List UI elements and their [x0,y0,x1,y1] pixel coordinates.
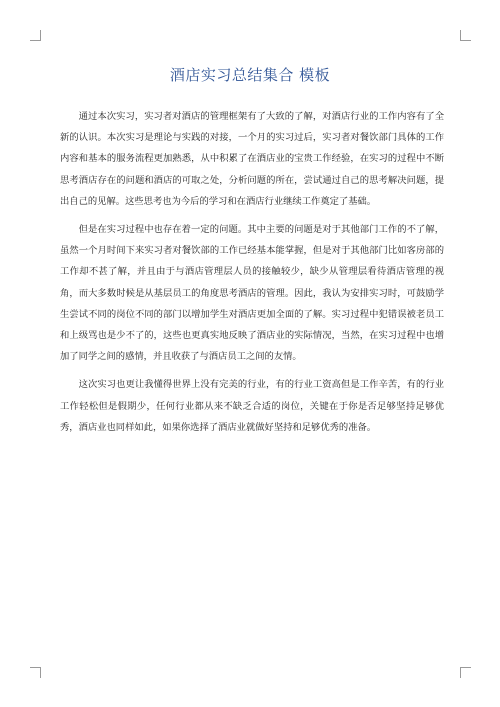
crop-mark-top-right [460,30,471,41]
document-title: 酒店实习总结集合 模板 [169,66,331,84]
document-body [60,106,444,445]
paragraph-3: 这次实习也更让我懂得世界上没有完美的行业，有的行业工资高但是工作辛苦，有的行业工作轻松但是假期少，任何行业都从来不缺乏合适的岗位，关键在于你是否足够坚持足够优秀，酒店业也同样如此，如果你选择了酒店业就做好坚持和足够优秀的准备。 [60,379,444,433]
paragraph-1: 通过本次实习，实习者对酒店的管理框架有了大致的了解，对酒店行业的工作内容有了全新的认识。本次实习是理论与实践的对接，一个月的实习过后，实习者对餐饮部门具体的工作内容和基本的服务流程更加熟悉，从中积累了在酒店业的宝贵工作经验，在实习的过程中不断思考酒店存在的问题和酒店的可取之处，分析问题的所在，尝试通过自己的思考解决问题，提出自己的见解。这些思考也为今后的学习和在酒店行业继续工作奠定了基础。 [60,111,444,207]
crop-mark-bottom-left [30,667,41,678]
crop-mark-top-left [30,30,41,41]
crop-mark-bottom-right [460,667,471,678]
paragraph-2: 但是在实习过程中也存在着一定的问题。其中主要的问题是对于其他部门工作的不了解，虽然一个月时间下来实习者对餐饮部的工作已经基本能掌握，但是对于其他部门比如客房部的工作却不甚了解，并且由于与酒店管理层人员的接触较少，缺少从管理层看待酒店管理的视角，而大多数时候是从基层员工的角度思考酒店的管理。因此，我认为安排实习时，可鼓励学生尝试不同的岗位不同的部门以增加学生对酒店更加全面的了解。实习过程中犯错误被老员工和上级骂也是少不了的，这些也更真实地反映了酒店业的实际情况，当然，在实习过程中也增加了同学之间的感情，并且收获了与酒店员工之间的友情。 [60,224,444,363]
